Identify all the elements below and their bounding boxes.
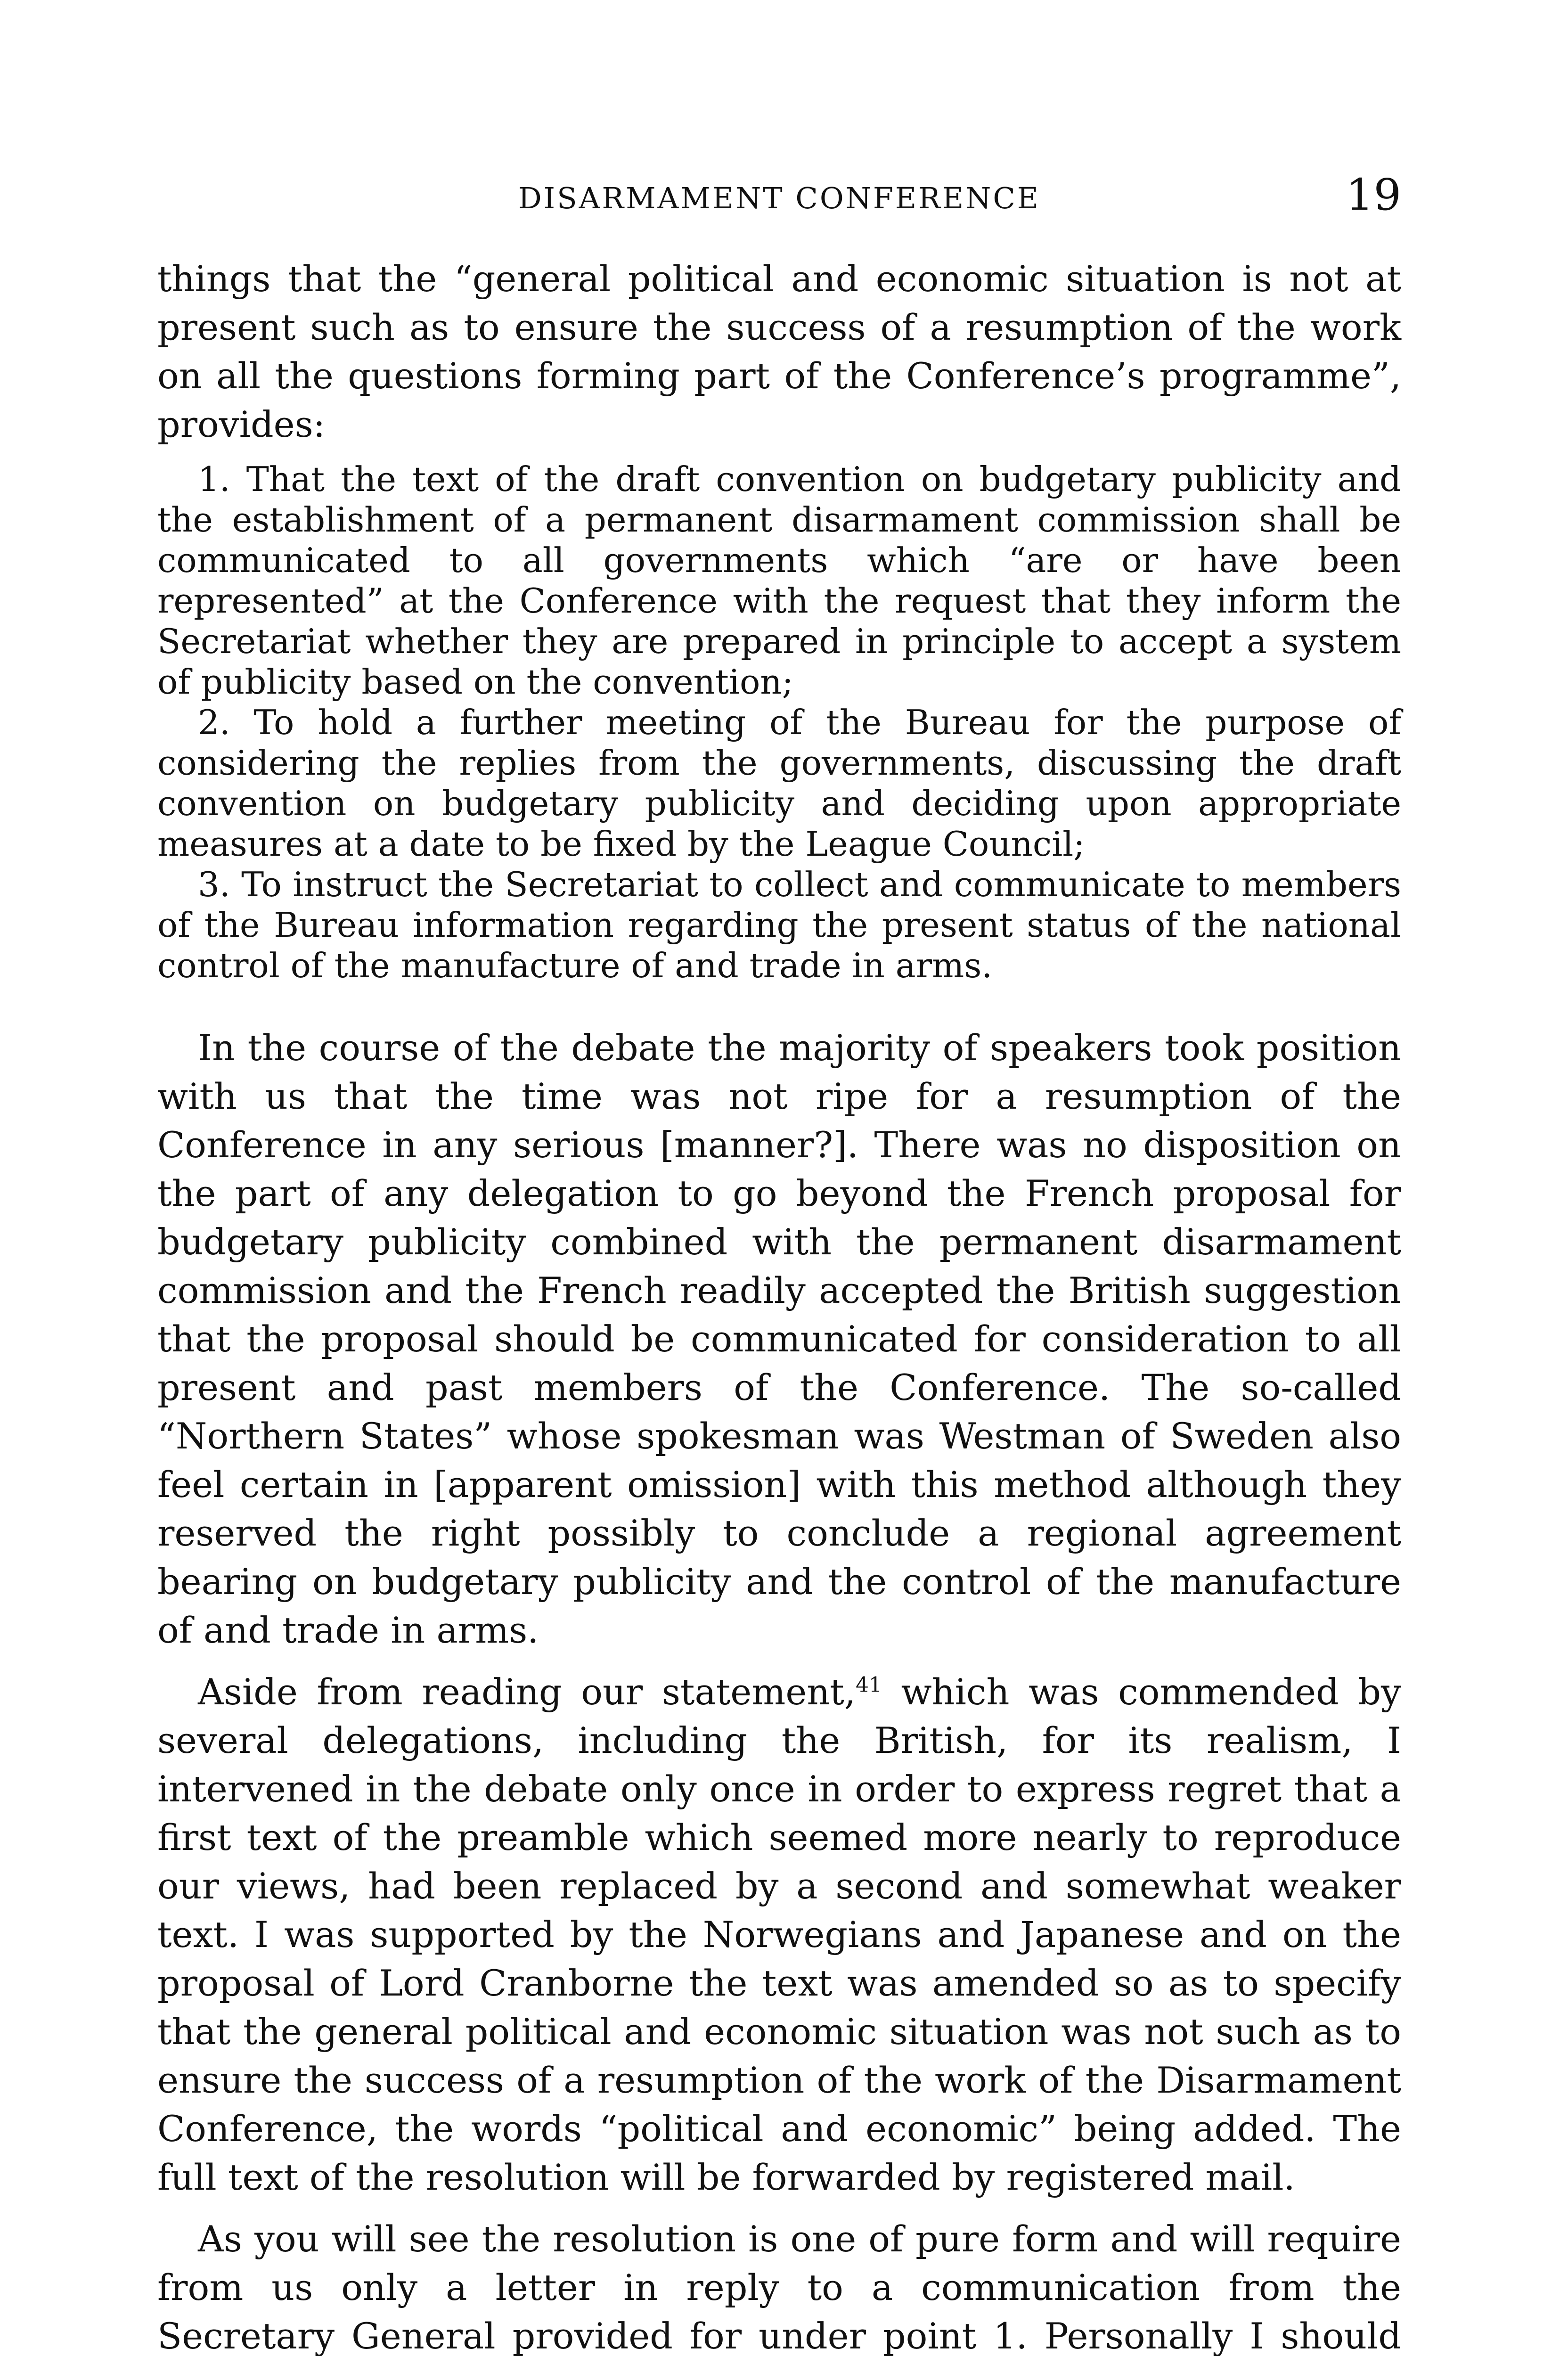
body-paragraph: As you will see the resolution is one of pure form and will require from us only a letter in reply to a communication from the Secretary General provided for under point 1. Personally I should [157,2218,1401,2356]
provision-item: 3. To instruct the Secretariat to collect and communicate to members of the Bureau information regarding the present status of the national control of the manufacture of and trade in arms. [157,865,1401,985]
body-paragraph: In the course of the debate the majority of speakers took position with us that the time was not ripe for a resumption of the Conference in any serious [manner?]. There was no disposition on the part of any delegation to go beyond the French proposal for budgetary publicity combined with the permanent disarmament commission and the French readily accepted the British suggestion that the proposal should be communicated for consideration to all present and past members of the Conference. The so-called “Northern States” whose spokesman was Westman of Sweden also feel certain in [apparent omission] with this method although they reserved the right possibly to conclude a regional agreement bearing on budgetary publicity and the control of the manufacture of and trade in arms. [157,1027,1401,1651]
paragraph-text: Aside from reading our statement, [198,1671,856,1713]
running-header [157,170,1401,226]
body-text [157,254,1401,2356]
footnote-reference: 41 [855,1673,882,1697]
provision-item: 1. That the text of the draft convention on budgetary publicity and the establishment of a permanent disarmament commission shall be communicated to all governments which “are or have been represented” at the Conference with the request that they inform the Secretariat whether they are prepared in principle to accept a system of publicity based on the convention; [157,459,1401,702]
paragraph-text: which was commended by several delegations, including the British, for its realism, I intervened in the debate only once in order to express regret that a first text of the preamble which seemed more nearly to reproduce our views, had been replaced by a second and somewhat weaker text. I was supported by the Norwegians and Japanese and on the proposal of Lord Cranborne the text was amended so as to specify that the general political and economic situation was not such as to ensure the success of a resumption of the work of the Disarmament Conference, the words “political and economic” being added. The full text of the resolution will be forwarded by registered mail. [157,1671,1401,2198]
body-paragraph-with-footnote [157,1668,1401,2201]
intro-paragraph: things that the “general political and economic situation is not at present such as to ensure the success of a resumption of the work on all the questions forming part of the Conference’s programme”, provides: [157,258,1401,445]
page-number: 19 [1346,170,1401,220]
provision-item: 2. To hold a further meeting of the Bureau for the purpose of considering the replies from the governments, discussing the draft convention on budgetary publicity and deciding upon appropriate measures at a date to be fixed by the League Council; [157,703,1401,864]
header-title: DISARMAMENT CONFERENCE [518,181,1041,215]
resolution-provisions [157,459,1401,986]
